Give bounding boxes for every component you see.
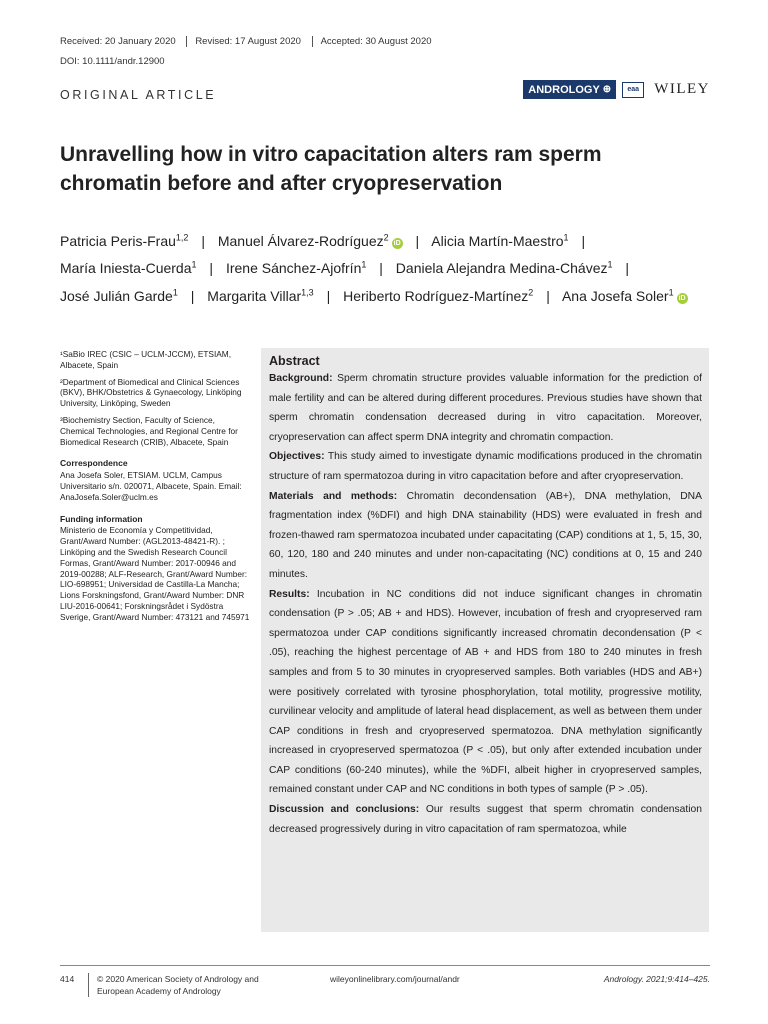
eaa-logo-text: eaa [627,86,640,93]
journal-url[interactable]: wileyonlinelibrary.com/journal/andr [330,974,460,984]
funding-text: Ministerio de Economía y Competitividad, Grant/Award Number: (AGL2013-48421-R). ; Linköping and the Swedish Research Council Formas, Grant/Award Number: 2017-00946 and 2019-00288; ALF-Research, Grant/Award Number: LIO-698951; Universidad de Castilla-La Mancha; Lions Forskningsfond, Grant/Award Number: DNR LIU-2016-00641; Forskningsrådet i Sydöstra Sverige, Grant/Award Number: 473121 and 745971 [60,525,250,622]
abstract-box [261,348,709,932]
author-affiliation-marker: 1 [172,287,178,298]
andrology-logo-text: ANDROLOGY [528,83,600,96]
author-separator: | [415,232,420,249]
abstract-sections [269,369,709,839]
author-affiliation-marker: 2 [528,287,534,298]
author-name-text: Patricia Peris-Frau [60,232,176,249]
author-affiliation-marker: 1 [607,259,613,270]
author-separator: | [209,260,214,277]
copyright: © 2020 American Society of Andrology and European Academy of Andrology [88,973,297,997]
author-separator: | [190,287,195,304]
author-affiliation-marker: 2 [383,232,389,242]
wiley-logo[interactable]: WILEY [654,81,710,97]
author-affiliation-marker: 1 [191,259,197,270]
revised-date: Revised: 17 August 2020 [186,36,309,47]
correspondence-heading: Correspondence [60,458,128,469]
affiliation-3: ³Biochemistry Section, Faculty of Science, Chemical Technologies, and Regional Centre for Biomedical Research (CRIB), Albacete, Spain [60,414,238,447]
author-name-text: Daniela Alejandra Medina-Chávez [395,260,608,277]
left-column [60,349,250,629]
author-affiliation-marker: 1 [361,259,367,270]
author-name-text: Alicia Martín-Maestro [431,232,564,249]
eaa-logo [622,82,644,98]
andrology-logo[interactable] [523,80,616,99]
author-name-text: Heriberto Rodríguez-Martínez [343,287,529,304]
author-name-text: José Julián Garde [60,287,173,304]
abstract-paragraph [269,369,709,447]
author-affiliation-marker: 1 [563,232,569,242]
author-name-text: María Iniesta-Cuerda [60,260,192,277]
author-name[interactable] [396,260,613,276]
page-number: 414 [60,974,75,984]
received-date: Received: 20 January 2020 [60,36,176,47]
abstract-paragraph [269,800,709,839]
author-separator: | [581,232,586,249]
author-name[interactable] [218,233,403,249]
author-affiliation-marker: 1,2 [175,232,189,242]
author-name-text: Margarita Villar [207,287,302,304]
author-name[interactable] [207,288,313,304]
abstract-section-label: Background: [269,373,333,384]
correspondence-text: Ana Josefa Soler, ETSIAM. UCLM, Campus Universitario s/n. 020071, Albacete, Spain. Email: AnaJosefa.Soler@uclm.es [60,470,242,502]
article-type: ORIGINAL ARTICLE [60,88,217,102]
author-name[interactable] [226,260,366,276]
author-name[interactable] [60,260,197,276]
accepted-date: Accepted: 30 August 2020 [312,36,440,47]
author-name[interactable] [431,233,568,249]
footer-divider [60,965,710,966]
author-name[interactable] [60,288,178,304]
abstract-section-text: Chromatin decondensation (AB+), DNA methylation, DNA fragmentation index (%DFI) and high DNA stainability (HDS) were evaluated in fresh and frozen-thawed ram spermatozoa incubated under capacitating (CAP) conditions at 1, 5, 15, 30, 60, 120, 180 and 240 minutes and under non-capacitating (NC) conditions at 0, 15 and 240 minutes. [269,490,702,580]
manuscript-dates [60,36,440,47]
author-separator: | [625,260,630,277]
author-separator: | [326,287,331,304]
abstract-section-label: Materials and methods: [269,490,398,502]
affiliation-1: ¹SaBio IREC (CSIC – UCLM-JCCM), ETSIAM, Albacete, Spain [60,349,232,370]
author-name[interactable] [343,288,533,304]
author-separator: | [201,232,205,249]
author-name[interactable] [562,288,688,304]
abstract-paragraph [269,585,709,801]
article-title: Unravelling how in vitro capacitation alters ram sperm chromatin before and after cryopreservation [60,143,602,195]
author-list [60,225,720,308]
abstract-paragraph [269,487,709,585]
author-name-text: Irene Sánchez-Ajofrín [225,260,362,277]
author-separator: | [546,287,550,304]
author-separator: | [379,260,383,277]
abstract-section-label: Discussion and conclusions: [269,804,420,816]
abstract-section-text: This study aimed to investigate dynamic modifications produced in the chromatin structure of ram spermatozoa during in vitro capacitation before and after cryopreservation. [269,451,702,482]
author-name-text: Manuel Álvarez-Rodríguez [217,232,384,249]
orcid-icon[interactable]: iD [678,294,686,302]
abstract-section-text: Our results suggest that sperm chromatin condensation decreased progressively during in vitro capacitation of ram spermatozoa, while [269,804,703,835]
abstract-section-text: Sperm chromatin structure provides valuable information for the prediction of male fertility and can be altered during different procedures. Previous studies have shown that sperm chromatin condensation decreased during in vitro capacitation. Moreover, cryopreservation can affect sperm DNA integrity and chromatin compaction. [269,373,702,443]
funding-heading: Funding information [60,513,143,524]
affiliation-2: ²Department of Biomedical and Clinical Sciences (BKV), BHK/Obstetrics & Gynaecology, Linköping University, Linköping, Sweden [60,376,242,409]
citation: Andrology. 2021;9:414–425. [603,974,710,984]
abstract-section-label: Objectives: [269,451,325,463]
journal-logos [523,80,710,99]
author-affiliation-marker: 1 [668,287,674,298]
abstract-heading: Abstract [269,354,320,368]
author-name-text: Ana Josefa Soler [561,287,669,304]
orcid-icon[interactable]: iD [393,239,401,247]
abstract-section-label: Results: [269,588,310,600]
author-name[interactable] [60,233,188,249]
doi[interactable]: DOI: 10.1111/andr.12900 [60,56,165,67]
author-affiliation-marker: 1,3 [301,287,314,298]
abstract-section-text: Incubation in NC conditions did not induce significant changes in chromatin condensation (P > .05; AB + and HDS). However, incubation of fresh and cryopreserved ram spermatozoa under CAP conditions significantly increased chromatin decondensation (P < .05), reaching the highest percentage of AB + and HDS from 180 to 240 minutes in fresh samples and from 5 to 30 minutes in cryopreserved samples. Both variables (HDS and AB+) were positively correlated with tyrosine phosphorylation, total motility, progressive motility, curvilinear velocity and amplitude of lateral head displacement, as well as between them under CAP conditions in fresh and cryopreserved spermatozoa. DNA methylation significantly increased in cryopreserved spermatozoa (P < .05), but only after extended incubation under CAP conditions (60-240 minutes), while the %DFI, albeit higher in cryopreserved samples, remained constant under CAP and NC conditions in both types of sample (P > .05). [269,588,702,796]
abstract-paragraph [269,447,709,486]
globe-icon: ⊕ [602,84,612,95]
